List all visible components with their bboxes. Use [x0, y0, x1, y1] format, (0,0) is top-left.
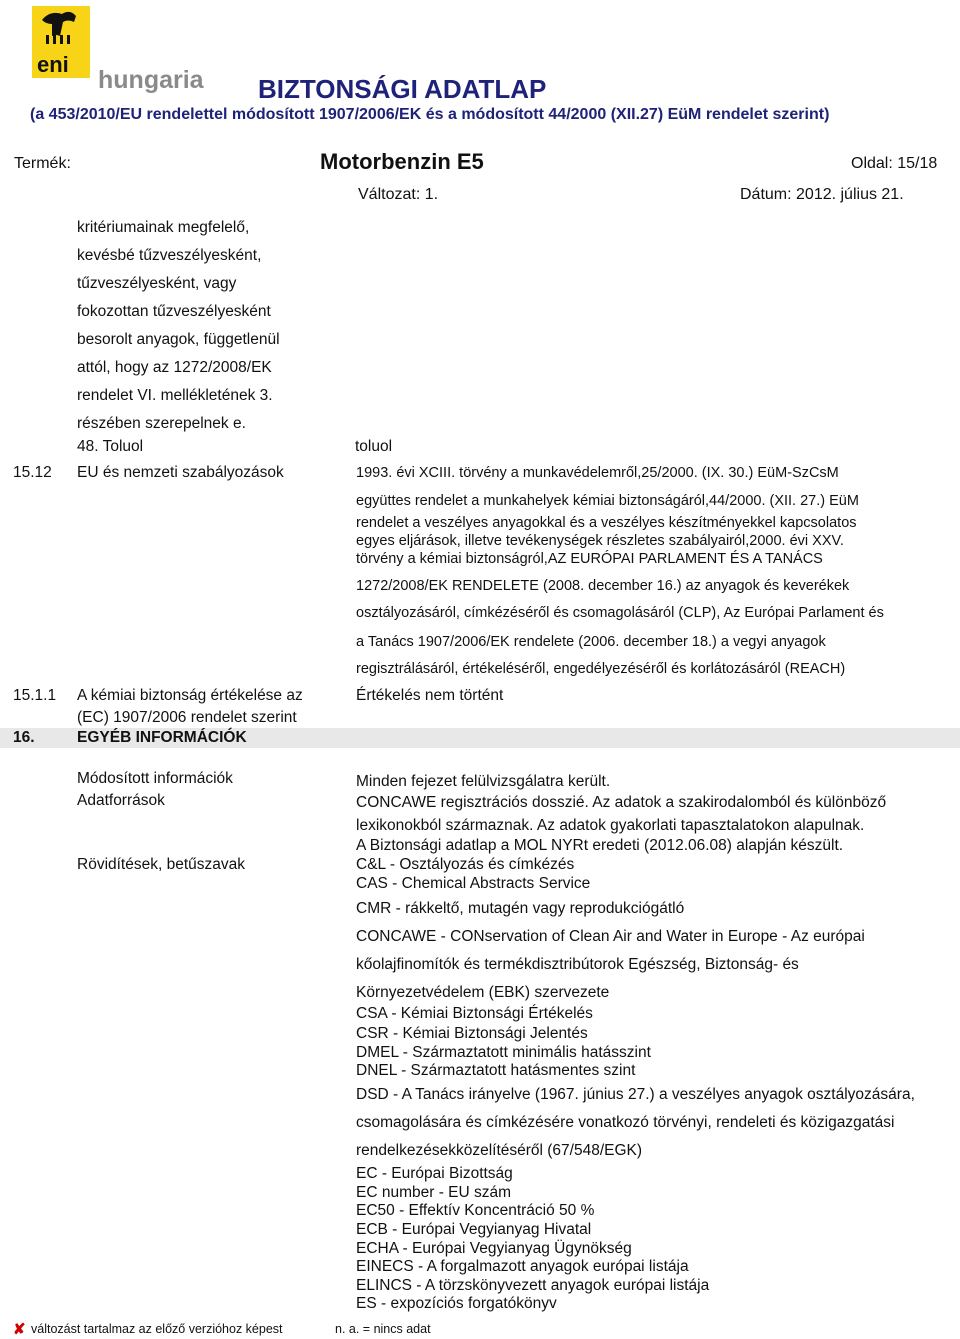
item-48-value: toluol: [355, 438, 393, 455]
continuation-line: részében szerepelnek e.: [77, 415, 246, 432]
sources-label: Adatforrások: [77, 792, 165, 809]
abbreviations-label: Rövidítések, betűszavak: [77, 856, 246, 873]
page-number: Oldal: 15/18: [851, 155, 938, 172]
section-16-number: 16.: [13, 729, 35, 746]
abbreviation-line: ES - expozíciós forgatókönyv: [356, 1295, 557, 1312]
modified-info-value: Minden fejezet felülvizsgálatra került.: [356, 773, 611, 790]
product-name: Motorbenzin E5: [320, 149, 484, 174]
section-15-1-1-label: (EC) 1907/2006 rendelet szerint: [77, 709, 297, 726]
modified-info-label: Módosított információk: [77, 770, 233, 787]
abbreviation-line: DMEL - Származtatott minimális hatásszint: [356, 1044, 651, 1061]
regulation-line: törvény a kémiai biztonságról,AZ EURÓPAI PARLAMENT ÉS A TANÁCS: [356, 551, 823, 567]
abbreviation-line: CAS - Chemical Abstracts Service: [356, 875, 591, 892]
regulation-line: osztályozásáról, címkézéséről és csomagolásáról (CLP), Az Európai Parlament és: [356, 605, 884, 621]
abbreviation-line: ECB - Európai Vegyianyag Hivatal: [356, 1221, 592, 1238]
logo-sub-text: hungaria: [98, 66, 204, 94]
regulation-line: rendelet a veszélyes anyagokkal és a veszélyes készítményekkel kapcsolatos: [356, 515, 857, 531]
section-15-12-label: EU és nemzeti szabályozások: [77, 464, 284, 481]
section-15-1-1-label: A kémiai biztonság értékelése az: [77, 687, 303, 704]
regulation-line: a Tanács 1907/2006/EK rendelete (2006. december 18.) a vegyi anyagok: [356, 634, 826, 650]
regulation-line: 1993. évi XCIII. törvény a munkavédelemről,25/2000. (IX. 30.) EüM-SzCsM: [356, 465, 839, 481]
eni-hungaria-logo: [32, 6, 208, 98]
abbreviation-line: EC50 - Effektív Koncentráció 50 %: [356, 1202, 595, 1219]
section-16-header: [0, 728, 960, 748]
continuation-line: kevésbé tűzveszélyesként,: [77, 247, 262, 264]
abbreviation-line: CMR - rákkeltő, mutagén vagy reprodukciógátló: [356, 900, 685, 917]
abbreviation-line: DSD - A Tanács irányelve (1967. június 27.) a veszélyes anyagok osztályozására,: [356, 1086, 915, 1103]
abbreviation-line: ELINCS - A törzskönyvezett anyagok európai listája: [356, 1277, 710, 1294]
regulation-line: egyes eljárások, illetve tevékenységek részletes szabályairól,2000. évi XXV.: [356, 533, 844, 549]
sources-line: A Biztonsági adatlap a MOL NYRt eredeti (2012.06.08) alapján készült.: [356, 837, 844, 854]
abbreviation-line: CSR - Kémiai Biztonsági Jelentés: [356, 1025, 588, 1042]
regulation-line: 1272/2008/EK RENDELETE (2008. december 16.) az anyagok és keverékek: [356, 578, 850, 594]
version-label: Változat: 1.: [358, 186, 439, 203]
date-label: Dátum: 2012. július 21.: [740, 186, 904, 203]
continuation-line: rendelet VI. mellékletének 3.: [77, 387, 273, 404]
abbreviation-line: rendelkezésekközelítéséről (67/548/EGK): [356, 1142, 643, 1159]
continuation-line: fokozottan tűzveszélyesként: [77, 303, 271, 320]
continuation-line: attól, hogy az 1272/2008/EK: [77, 359, 272, 376]
document-title: BIZTONSÁGI ADATLAP: [258, 74, 547, 104]
abbreviation-line: csomagolására és címkézésére vonatkozó törvényi, rendeleti és közigazgatási: [356, 1114, 895, 1131]
product-label: Termék:: [14, 155, 71, 172]
abbreviation-line: Környezetvédelem (EBK) szervezete: [356, 984, 610, 1001]
section-15-1-1-number: 15.1.1: [13, 687, 57, 704]
change-mark-icon: ✘: [13, 1321, 26, 1338]
item-48-label: 48. Toluol: [77, 438, 144, 455]
six-legged-dog-icon: [32, 6, 208, 98]
abbreviation-line: kőolajfinomítók és termékdisztribútorok Egészség, Biztonság- és: [356, 956, 799, 973]
document-subtitle: (a 453/2010/EU rendelettel módosított 1907/2006/EK és a módosított 44/2000 (XII.27) EüM rendelet szerint): [30, 106, 830, 123]
sources-line: CONCAWE regisztrációs dosszié. Az adatok a szakirodalomból és különböző: [356, 794, 887, 811]
continuation-line: besorolt anyagok, függetlenül: [77, 331, 280, 348]
abbreviation-line: DNEL - Származtatott hatásmentes szint: [356, 1062, 636, 1079]
logo-brand-text: eni: [37, 52, 69, 77]
sources-line: lexikonokból származnak. Az adatok gyakorlati tapasztalatokon alapulnak.: [356, 817, 865, 834]
abbreviation-line: EC number - EU szám: [356, 1184, 512, 1201]
section-16-title: EGYÉB INFORMÁCIÓK: [77, 729, 247, 746]
abbreviation-line: ECHA - Európai Vegyianyag Ügynökség: [356, 1240, 632, 1257]
abbreviation-line: EINECS - A forgalmazott anyagok európai listája: [356, 1258, 689, 1275]
abbreviation-line: CONCAWE - CONservation of Clean Air and Water in Europe - Az európai: [356, 928, 865, 945]
continuation-line: tűzveszélyesként, vagy: [77, 275, 237, 292]
abbreviation-line: EC - Európai Bizottság: [356, 1165, 513, 1182]
continuation-line: kritériumainak megfelelő,: [77, 219, 250, 236]
section-15-1-1-value: Értékelés nem történt: [356, 687, 504, 704]
regulation-line: együttes rendelet a munkahelyek kémiai biztonságáról,44/2000. (XII. 27.) EüM: [356, 493, 859, 509]
abbreviation-line: CSA - Kémiai Biztonsági Értékelés: [356, 1005, 593, 1022]
footer-na-note: n. a. = nincs adat: [335, 1322, 431, 1336]
regulation-line: regisztrálásáról, értékeléséről, engedélyezéséről és korlátozásáról (REACH): [356, 661, 846, 677]
footer-change-note: változást tartalmaz az előző verzióhoz képest: [31, 1322, 283, 1336]
section-15-12-number: 15.12: [13, 464, 52, 481]
abbreviation-line: C&L - Osztályozás és címkézés: [356, 856, 575, 873]
